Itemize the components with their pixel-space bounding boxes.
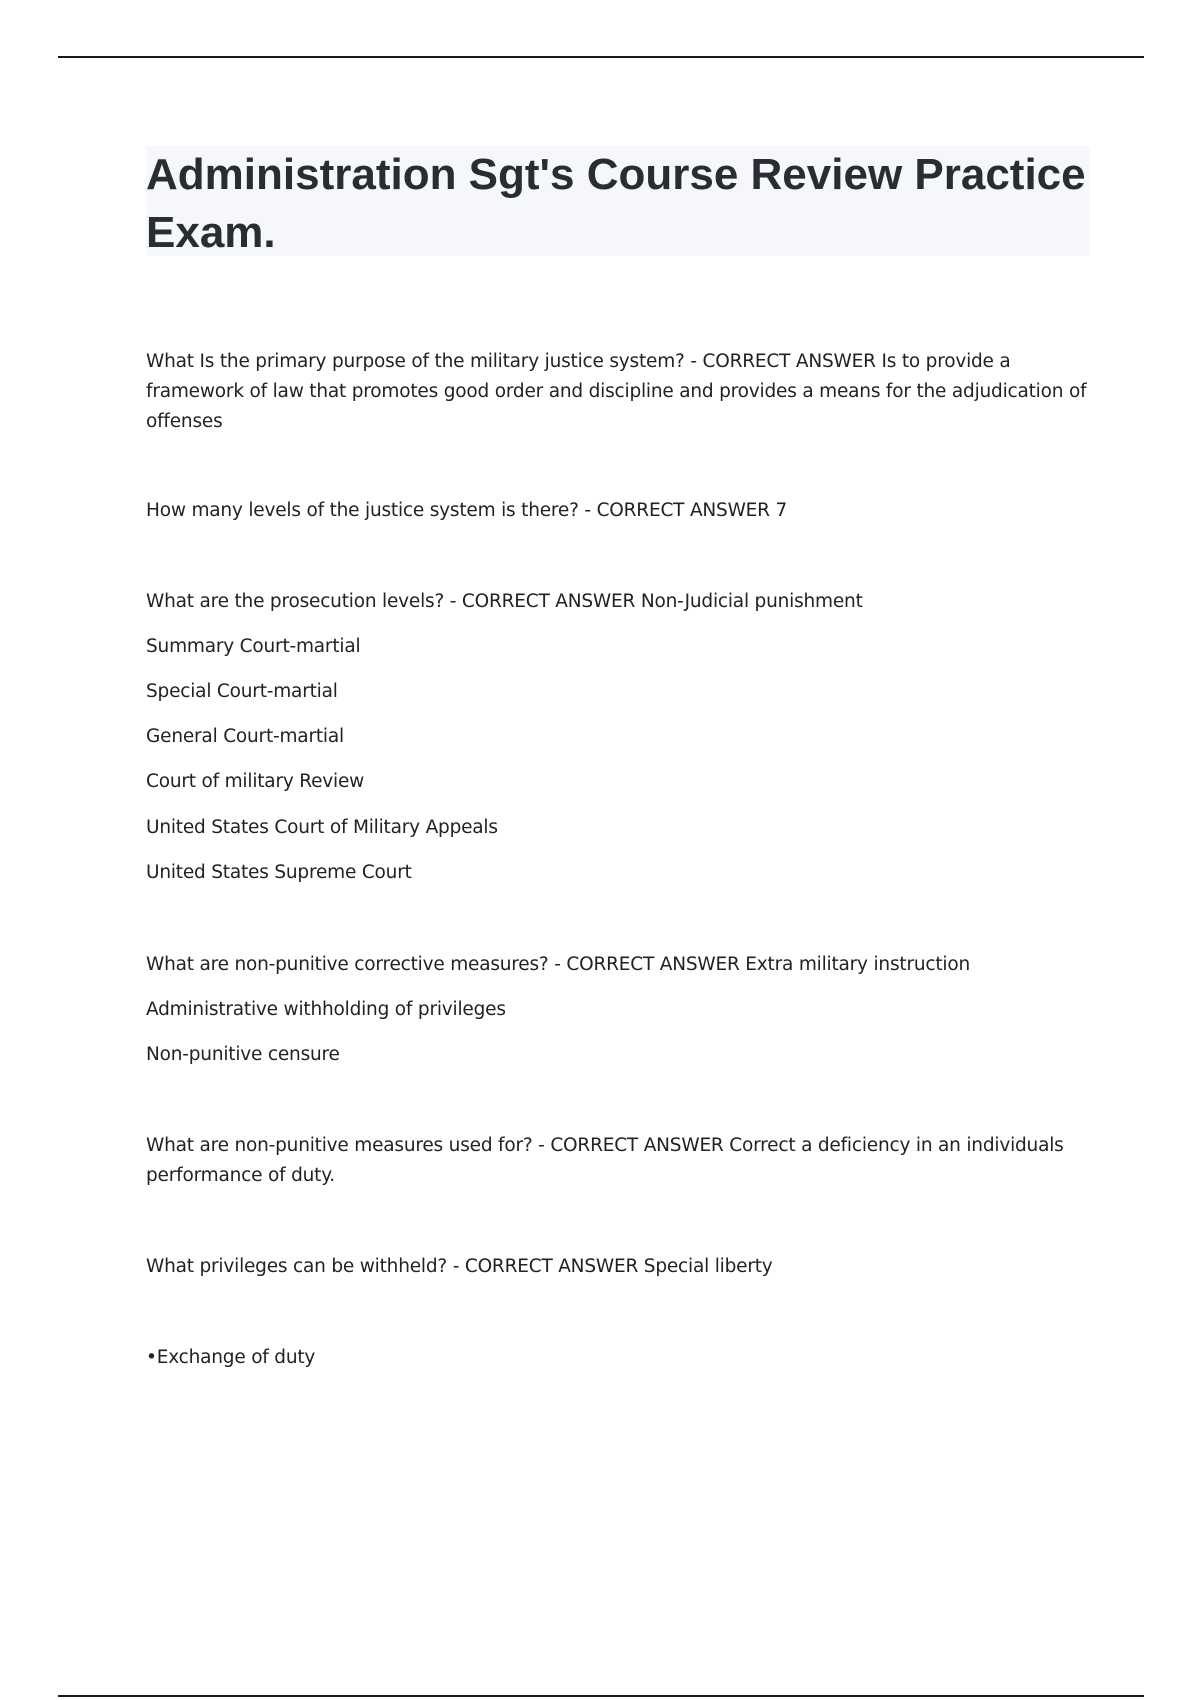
top-rule xyxy=(58,56,1144,58)
qa-question-2: How many levels of the justice system is there? - CORRECT ANSWER 7 xyxy=(146,500,788,521)
qa-question-4: What are non-punitive corrective measures? - CORRECT ANSWER Extra military instruction xyxy=(146,954,970,975)
bullet-item: •Exchange of duty xyxy=(146,1347,316,1368)
list-item: United States Supreme Court xyxy=(146,862,412,883)
list-item: Non-punitive censure xyxy=(146,1044,340,1065)
qa-question-5: What are non-punitive measures used for? - CORRECT ANSWER Correct a deficiency in an individuals performance of duty. xyxy=(146,1135,1064,1186)
list-item: Court of military Review xyxy=(146,771,365,792)
list-item: Administrative withholding of privileges xyxy=(146,999,506,1020)
bottom-rule xyxy=(58,1695,1144,1697)
qa-question-1: What Is the primary purpose of the military justice system? - CORRECT ANSWER Is to provide a framework of law that promotes good order and discipline and provides a means for the adjudication of offenses xyxy=(146,351,1087,432)
document-title: Administration Sgt's Course Review Practice Exam. xyxy=(146,150,1086,257)
qa-question-6: What privileges can be withheld? - CORRECT ANSWER Special liberty xyxy=(146,1256,773,1277)
list-item: General Court-martial xyxy=(146,726,344,747)
list-item: United States Court of Military Appeals xyxy=(146,817,498,838)
qa-question-3: What are the prosecution levels? - CORRECT ANSWER Non-Judicial punishment xyxy=(146,591,863,612)
list-item: Special Court-martial xyxy=(146,681,338,702)
list-item: Summary Court-martial xyxy=(146,636,361,657)
